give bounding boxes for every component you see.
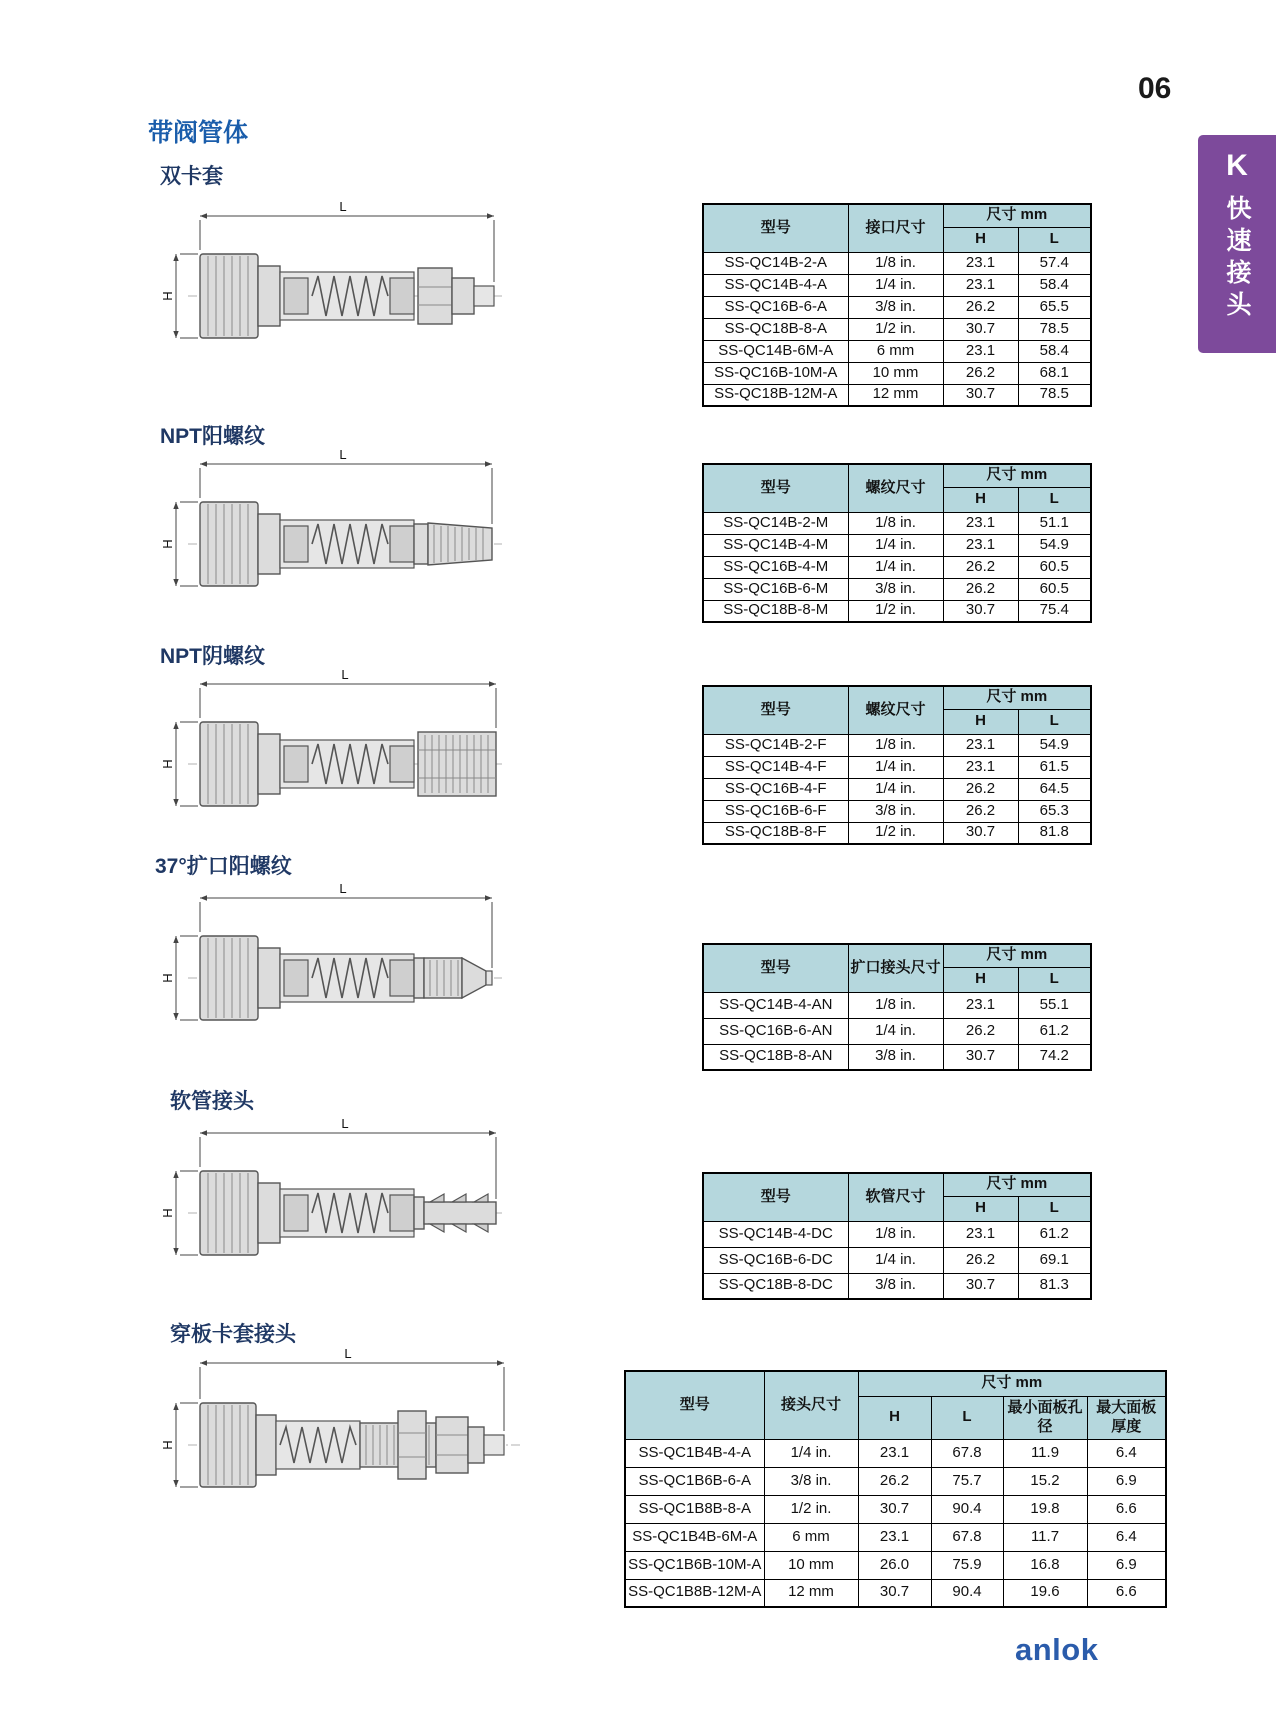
- table-cell-l: 58.4: [1018, 340, 1091, 362]
- col-header-size: 螺纹尺寸: [848, 686, 943, 734]
- table-row: [703, 318, 1091, 340]
- table-cell-l: 61.2: [1018, 1018, 1091, 1044]
- table-cell-size: 3/8 in.: [764, 1467, 858, 1495]
- table-cell-model: SS-QC14B-4-M: [703, 534, 848, 556]
- section-title-an-flare: 37°扩口阳螺纹: [155, 855, 292, 878]
- col-header-model: 型号: [703, 686, 848, 734]
- table-cell-l: 78.5: [1018, 384, 1091, 406]
- table-row: [703, 734, 1091, 756]
- table-cell-l: 51.1: [1018, 512, 1091, 534]
- table-cell-size: 1/4 in.: [848, 534, 943, 556]
- dim-label-L: L: [339, 881, 347, 896]
- table-row: [625, 1523, 1166, 1551]
- table-cell-size: 1/2 in.: [848, 318, 943, 340]
- table-cell-l: 58.4: [1018, 274, 1091, 296]
- table-row: [703, 362, 1091, 384]
- table-cell-l: 61.2: [1018, 1221, 1091, 1247]
- spec-table-npt-female: [702, 685, 1092, 845]
- spec-table-double-ferrule: [702, 203, 1092, 407]
- table-cell-model: SS-QC16B-6-F: [703, 800, 848, 822]
- col-header-model: 型号: [703, 204, 848, 252]
- table-cell-h: 23.1: [943, 756, 1018, 778]
- table-cell-l: 54.9: [1018, 734, 1091, 756]
- table-cell-h: 23.1: [858, 1439, 931, 1467]
- table-cell-min_hole: 15.2: [1003, 1467, 1087, 1495]
- table-row: [703, 1247, 1091, 1273]
- table-cell-model: SS-QC14B-4-DC: [703, 1221, 848, 1247]
- table-cell-h: 26.2: [943, 578, 1018, 600]
- spec-table-bulkhead: [624, 1370, 1167, 1608]
- table-cell-size: 1/2 in.: [848, 822, 943, 844]
- table-cell-h: 23.1: [943, 534, 1018, 556]
- table-cell-l: 81.3: [1018, 1273, 1091, 1299]
- table-cell-size: 3/8 in.: [848, 296, 943, 318]
- table-cell-size: 1/4 in.: [848, 1247, 943, 1273]
- fitting-body: [200, 502, 414, 586]
- end-npt-male-thread: [414, 523, 492, 565]
- dimension-L: [200, 667, 496, 728]
- table-row: [625, 1551, 1166, 1579]
- table-cell-min_hole: 19.6: [1003, 1579, 1087, 1607]
- table-cell-l: 67.8: [931, 1439, 1003, 1467]
- table-row: [625, 1579, 1166, 1607]
- table-cell-size: 1/8 in.: [848, 252, 943, 274]
- table-cell-h: 23.1: [858, 1523, 931, 1551]
- table-cell-h: 23.1: [943, 512, 1018, 534]
- table-cell-model: SS-QC1B8B-8-A: [625, 1495, 764, 1523]
- end-npt-female-thread: [418, 732, 496, 796]
- table-cell-l: 75.9: [931, 1551, 1003, 1579]
- table-cell-size: 1/4 in.: [848, 756, 943, 778]
- table-cell-l: 57.4: [1018, 252, 1091, 274]
- table-cell-h: 26.2: [858, 1467, 931, 1495]
- table-cell-model: SS-QC14B-2-F: [703, 734, 848, 756]
- side-tab-letter: K: [1226, 149, 1248, 182]
- fitting-body: [200, 254, 414, 338]
- table-cell-size: 1/8 in.: [848, 1221, 943, 1247]
- table-row: [703, 512, 1091, 534]
- section-title-hose: 软管接头: [170, 1090, 254, 1113]
- table-row: [703, 556, 1091, 578]
- col-header-l: L: [1018, 967, 1091, 992]
- table-cell-l: 60.5: [1018, 578, 1091, 600]
- table-cell-size: 10 mm: [848, 362, 943, 384]
- bulkhead-thread-and-nuts: [360, 1411, 504, 1479]
- table-cell-h: 26.2: [943, 362, 1018, 384]
- table-row: [703, 1044, 1091, 1070]
- table-cell-l: 60.5: [1018, 556, 1091, 578]
- col-header-h: H: [943, 1196, 1018, 1221]
- table-cell-h: 23.1: [943, 274, 1018, 296]
- table-cell-h: 26.2: [943, 1247, 1018, 1273]
- col-header-size: 接头尺寸: [764, 1371, 858, 1439]
- table-cell-size: 1/8 in.: [848, 734, 943, 756]
- end-flare-cone: [414, 958, 492, 998]
- table-cell-size: 1/4 in.: [848, 1018, 943, 1044]
- page-title: 带阀管体: [148, 119, 249, 147]
- col-header-model: 型号: [625, 1371, 764, 1439]
- table-cell-size: 10 mm: [764, 1551, 858, 1579]
- col-header-h: H: [943, 967, 1018, 992]
- brand-logo: anlok: [1015, 1632, 1099, 1667]
- dim-label-L: L: [344, 1346, 352, 1361]
- table-cell-model: SS-QC1B8B-12M-A: [625, 1579, 764, 1607]
- table-cell-model: SS-QC1B4B-4-A: [625, 1439, 764, 1467]
- section-title-npt-female: NPT阴螺纹: [160, 645, 265, 668]
- dim-label-H: H: [160, 291, 175, 301]
- table-cell-size: 3/8 in.: [848, 578, 943, 600]
- col-header-h: H: [858, 1396, 931, 1439]
- table-cell-h: 26.2: [943, 296, 1018, 318]
- table-cell-model: SS-QC18B-12M-A: [703, 384, 848, 406]
- table-cell-l: 65.3: [1018, 800, 1091, 822]
- table-row: [703, 1018, 1091, 1044]
- table-row: [703, 384, 1091, 406]
- section-title-npt-male: NPT阳螺纹: [160, 425, 265, 448]
- table-cell-h: 30.7: [858, 1579, 931, 1607]
- table-cell-h: 26.2: [943, 778, 1018, 800]
- dim-label-L: L: [341, 1116, 349, 1131]
- spec-table-npt-male: [702, 463, 1092, 623]
- col-header-l: L: [1018, 1196, 1091, 1221]
- table-row: [625, 1439, 1166, 1467]
- table-row: [703, 578, 1091, 600]
- table-cell-h: 30.7: [943, 318, 1018, 340]
- side-tab-quick-connect[interactable]: [1198, 135, 1276, 353]
- table-cell-h: 23.1: [943, 992, 1018, 1018]
- table-cell-max_thick: 6.4: [1087, 1523, 1166, 1551]
- spec-table-hose: [702, 1172, 1092, 1300]
- table-cell-size: 6 mm: [764, 1523, 858, 1551]
- drawing-hose-barb: [160, 1115, 505, 1275]
- table-cell-h: 30.7: [943, 1273, 1018, 1299]
- table-cell-max_thick: 6.4: [1087, 1439, 1166, 1467]
- col-header-size: 扩口接头尺寸: [848, 944, 943, 992]
- table-cell-size: 1/4 in.: [764, 1439, 858, 1467]
- fitting-body: [200, 936, 414, 1020]
- table-cell-h: 23.1: [943, 734, 1018, 756]
- table-row: [703, 252, 1091, 274]
- table-cell-model: SS-QC18B-8-DC: [703, 1273, 848, 1299]
- section-title-bulkhead: 穿板卡套接头: [170, 1323, 296, 1346]
- table-row: [703, 534, 1091, 556]
- table-cell-l: 65.5: [1018, 296, 1091, 318]
- table-row: [703, 992, 1091, 1018]
- col-header-size: 接口尺寸: [848, 204, 943, 252]
- table-cell-max_thick: 6.9: [1087, 1551, 1166, 1579]
- table-cell-l: 75.4: [1018, 600, 1091, 622]
- col-header-model: 型号: [703, 464, 848, 512]
- dim-label-H: H: [160, 1440, 175, 1450]
- table-row: [703, 778, 1091, 800]
- drawing-an-flare: [160, 880, 505, 1040]
- fitting-body: [200, 722, 414, 806]
- section-title-double-ferrule: 双卡套: [160, 165, 223, 188]
- col-header-h: H: [943, 487, 1018, 512]
- table-row: [625, 1495, 1166, 1523]
- col-header-l: L: [1018, 709, 1091, 734]
- table-cell-l: 78.5: [1018, 318, 1091, 340]
- end-tube-nut: [418, 268, 494, 324]
- table-cell-model: SS-QC16B-6-A: [703, 296, 848, 318]
- table-cell-model: SS-QC18B-8-F: [703, 822, 848, 844]
- table-cell-l: 81.8: [1018, 822, 1091, 844]
- col-header-h: H: [943, 709, 1018, 734]
- table-cell-max_thick: 6.9: [1087, 1467, 1166, 1495]
- col-header-dim: 尺寸 mm: [858, 1371, 1166, 1396]
- table-cell-h: 26.2: [943, 800, 1018, 822]
- table-cell-h: 23.1: [943, 340, 1018, 362]
- col-header-size: 软管尺寸: [848, 1173, 943, 1221]
- table-cell-l: 55.1: [1018, 992, 1091, 1018]
- table-cell-size: 3/8 in.: [848, 1273, 943, 1299]
- dim-label-H: H: [160, 539, 175, 549]
- table-cell-size: 3/8 in.: [848, 1044, 943, 1070]
- table-cell-min_hole: 19.8: [1003, 1495, 1087, 1523]
- col-header-l: L: [931, 1396, 1003, 1439]
- end-hose-barb: [414, 1194, 496, 1232]
- table-row: [703, 600, 1091, 622]
- fitting-body: [200, 1403, 360, 1487]
- table-cell-h: 23.1: [943, 252, 1018, 274]
- table-cell-size: 1/2 in.: [848, 600, 943, 622]
- table-row: [703, 1273, 1091, 1299]
- table-cell-l: 90.4: [931, 1579, 1003, 1607]
- table-cell-model: SS-QC14B-2-M: [703, 512, 848, 534]
- table-cell-size: 1/8 in.: [848, 512, 943, 534]
- col-header-model: 型号: [703, 1173, 848, 1221]
- dim-label-H: H: [160, 973, 175, 983]
- col-header-dim: 尺寸 mm: [943, 686, 1091, 709]
- table-cell-l: 61.5: [1018, 756, 1091, 778]
- table-cell-h: 30.7: [943, 822, 1018, 844]
- col-header-l: L: [1018, 487, 1091, 512]
- table-cell-model: SS-QC18B-8-A: [703, 318, 848, 340]
- spec-table-an-flare: [702, 943, 1092, 1071]
- col-header-h: H: [943, 227, 1018, 252]
- col-header-l: L: [1018, 227, 1091, 252]
- table-cell-size: 1/2 in.: [764, 1495, 858, 1523]
- page-number: 06: [1138, 72, 1172, 105]
- table-cell-h: 30.7: [943, 600, 1018, 622]
- table-cell-model: SS-QC18B-8-M: [703, 600, 848, 622]
- table-cell-model: SS-QC14B-4-F: [703, 756, 848, 778]
- table-cell-size: 12 mm: [764, 1579, 858, 1607]
- table-cell-h: 26.0: [858, 1551, 931, 1579]
- table-row: [703, 800, 1091, 822]
- drawing-bulkhead: [160, 1345, 525, 1515]
- table-cell-h: 26.2: [943, 1018, 1018, 1044]
- table-cell-model: SS-QC1B6B-6-A: [625, 1467, 764, 1495]
- dim-label-L: L: [339, 199, 347, 214]
- table-cell-l: 75.7: [931, 1467, 1003, 1495]
- table-cell-model: SS-QC16B-6-M: [703, 578, 848, 600]
- side-tab-vertical-text: 快速接头: [1223, 195, 1251, 323]
- table-cell-l: 68.1: [1018, 362, 1091, 384]
- dim-label-H: H: [160, 759, 175, 769]
- table-cell-h: 30.7: [943, 384, 1018, 406]
- table-cell-l: 74.2: [1018, 1044, 1091, 1070]
- table-cell-l: 67.8: [931, 1523, 1003, 1551]
- table-cell-size: 1/4 in.: [848, 274, 943, 296]
- table-row: [703, 1221, 1091, 1247]
- table-cell-model: SS-QC14B-4-A: [703, 274, 848, 296]
- col-header-min-hole: 最小面板孔径: [1003, 1396, 1087, 1439]
- table-row: [703, 340, 1091, 362]
- table-cell-max_thick: 6.6: [1087, 1579, 1166, 1607]
- table-cell-model: SS-QC16B-4-M: [703, 556, 848, 578]
- fitting-body: [200, 1171, 414, 1255]
- table-row: [703, 296, 1091, 318]
- table-row: [703, 274, 1091, 296]
- table-cell-l: 64.5: [1018, 778, 1091, 800]
- table-cell-model: SS-QC16B-6-DC: [703, 1247, 848, 1273]
- dim-label-H: H: [160, 1208, 175, 1218]
- table-cell-l: 69.1: [1018, 1247, 1091, 1273]
- drawing-npt-female: [160, 666, 505, 826]
- table-cell-min_hole: 11.7: [1003, 1523, 1087, 1551]
- table-cell-size: 1/8 in.: [848, 992, 943, 1018]
- table-cell-size: 1/4 in.: [848, 778, 943, 800]
- table-cell-max_thick: 6.6: [1087, 1495, 1166, 1523]
- col-header-dim: 尺寸 mm: [943, 204, 1091, 227]
- table-cell-model: SS-QC16B-4-F: [703, 778, 848, 800]
- table-cell-h: 30.7: [858, 1495, 931, 1523]
- table-cell-h: 26.2: [943, 556, 1018, 578]
- table-cell-size: 1/4 in.: [848, 556, 943, 578]
- table-cell-model: SS-QC16B-6-AN: [703, 1018, 848, 1044]
- table-cell-size: 12 mm: [848, 384, 943, 406]
- table-cell-size: 3/8 in.: [848, 800, 943, 822]
- table-cell-min_hole: 16.8: [1003, 1551, 1087, 1579]
- table-cell-l: 90.4: [931, 1495, 1003, 1523]
- table-cell-l: 54.9: [1018, 534, 1091, 556]
- table-cell-model: SS-QC1B6B-10M-A: [625, 1551, 764, 1579]
- dim-label-L: L: [341, 667, 349, 682]
- table-cell-h: 23.1: [943, 1221, 1018, 1247]
- col-header-dim: 尺寸 mm: [943, 464, 1091, 487]
- drawing-npt-male: [160, 446, 505, 606]
- table-cell-model: SS-QC14B-6M-A: [703, 340, 848, 362]
- dim-label-L: L: [339, 447, 347, 462]
- col-header-size: 螺纹尺寸: [848, 464, 943, 512]
- table-cell-h: 30.7: [943, 1044, 1018, 1070]
- table-cell-model: SS-QC16B-10M-A: [703, 362, 848, 384]
- col-header-dim: 尺寸 mm: [943, 944, 1091, 967]
- col-header-max-thick: 最大面板厚度: [1087, 1396, 1166, 1439]
- table-cell-model: SS-QC14B-4-AN: [703, 992, 848, 1018]
- table-cell-size: 6 mm: [848, 340, 943, 362]
- table-cell-model: SS-QC1B4B-6M-A: [625, 1523, 764, 1551]
- table-row: [703, 756, 1091, 778]
- drawing-double-ferrule: [160, 198, 505, 358]
- table-cell-model: SS-QC18B-8-AN: [703, 1044, 848, 1070]
- table-row: [625, 1467, 1166, 1495]
- table-row: [703, 822, 1091, 844]
- col-header-dim: 尺寸 mm: [943, 1173, 1091, 1196]
- table-cell-model: SS-QC14B-2-A: [703, 252, 848, 274]
- table-cell-min_hole: 11.9: [1003, 1439, 1087, 1467]
- col-header-model: 型号: [703, 944, 848, 992]
